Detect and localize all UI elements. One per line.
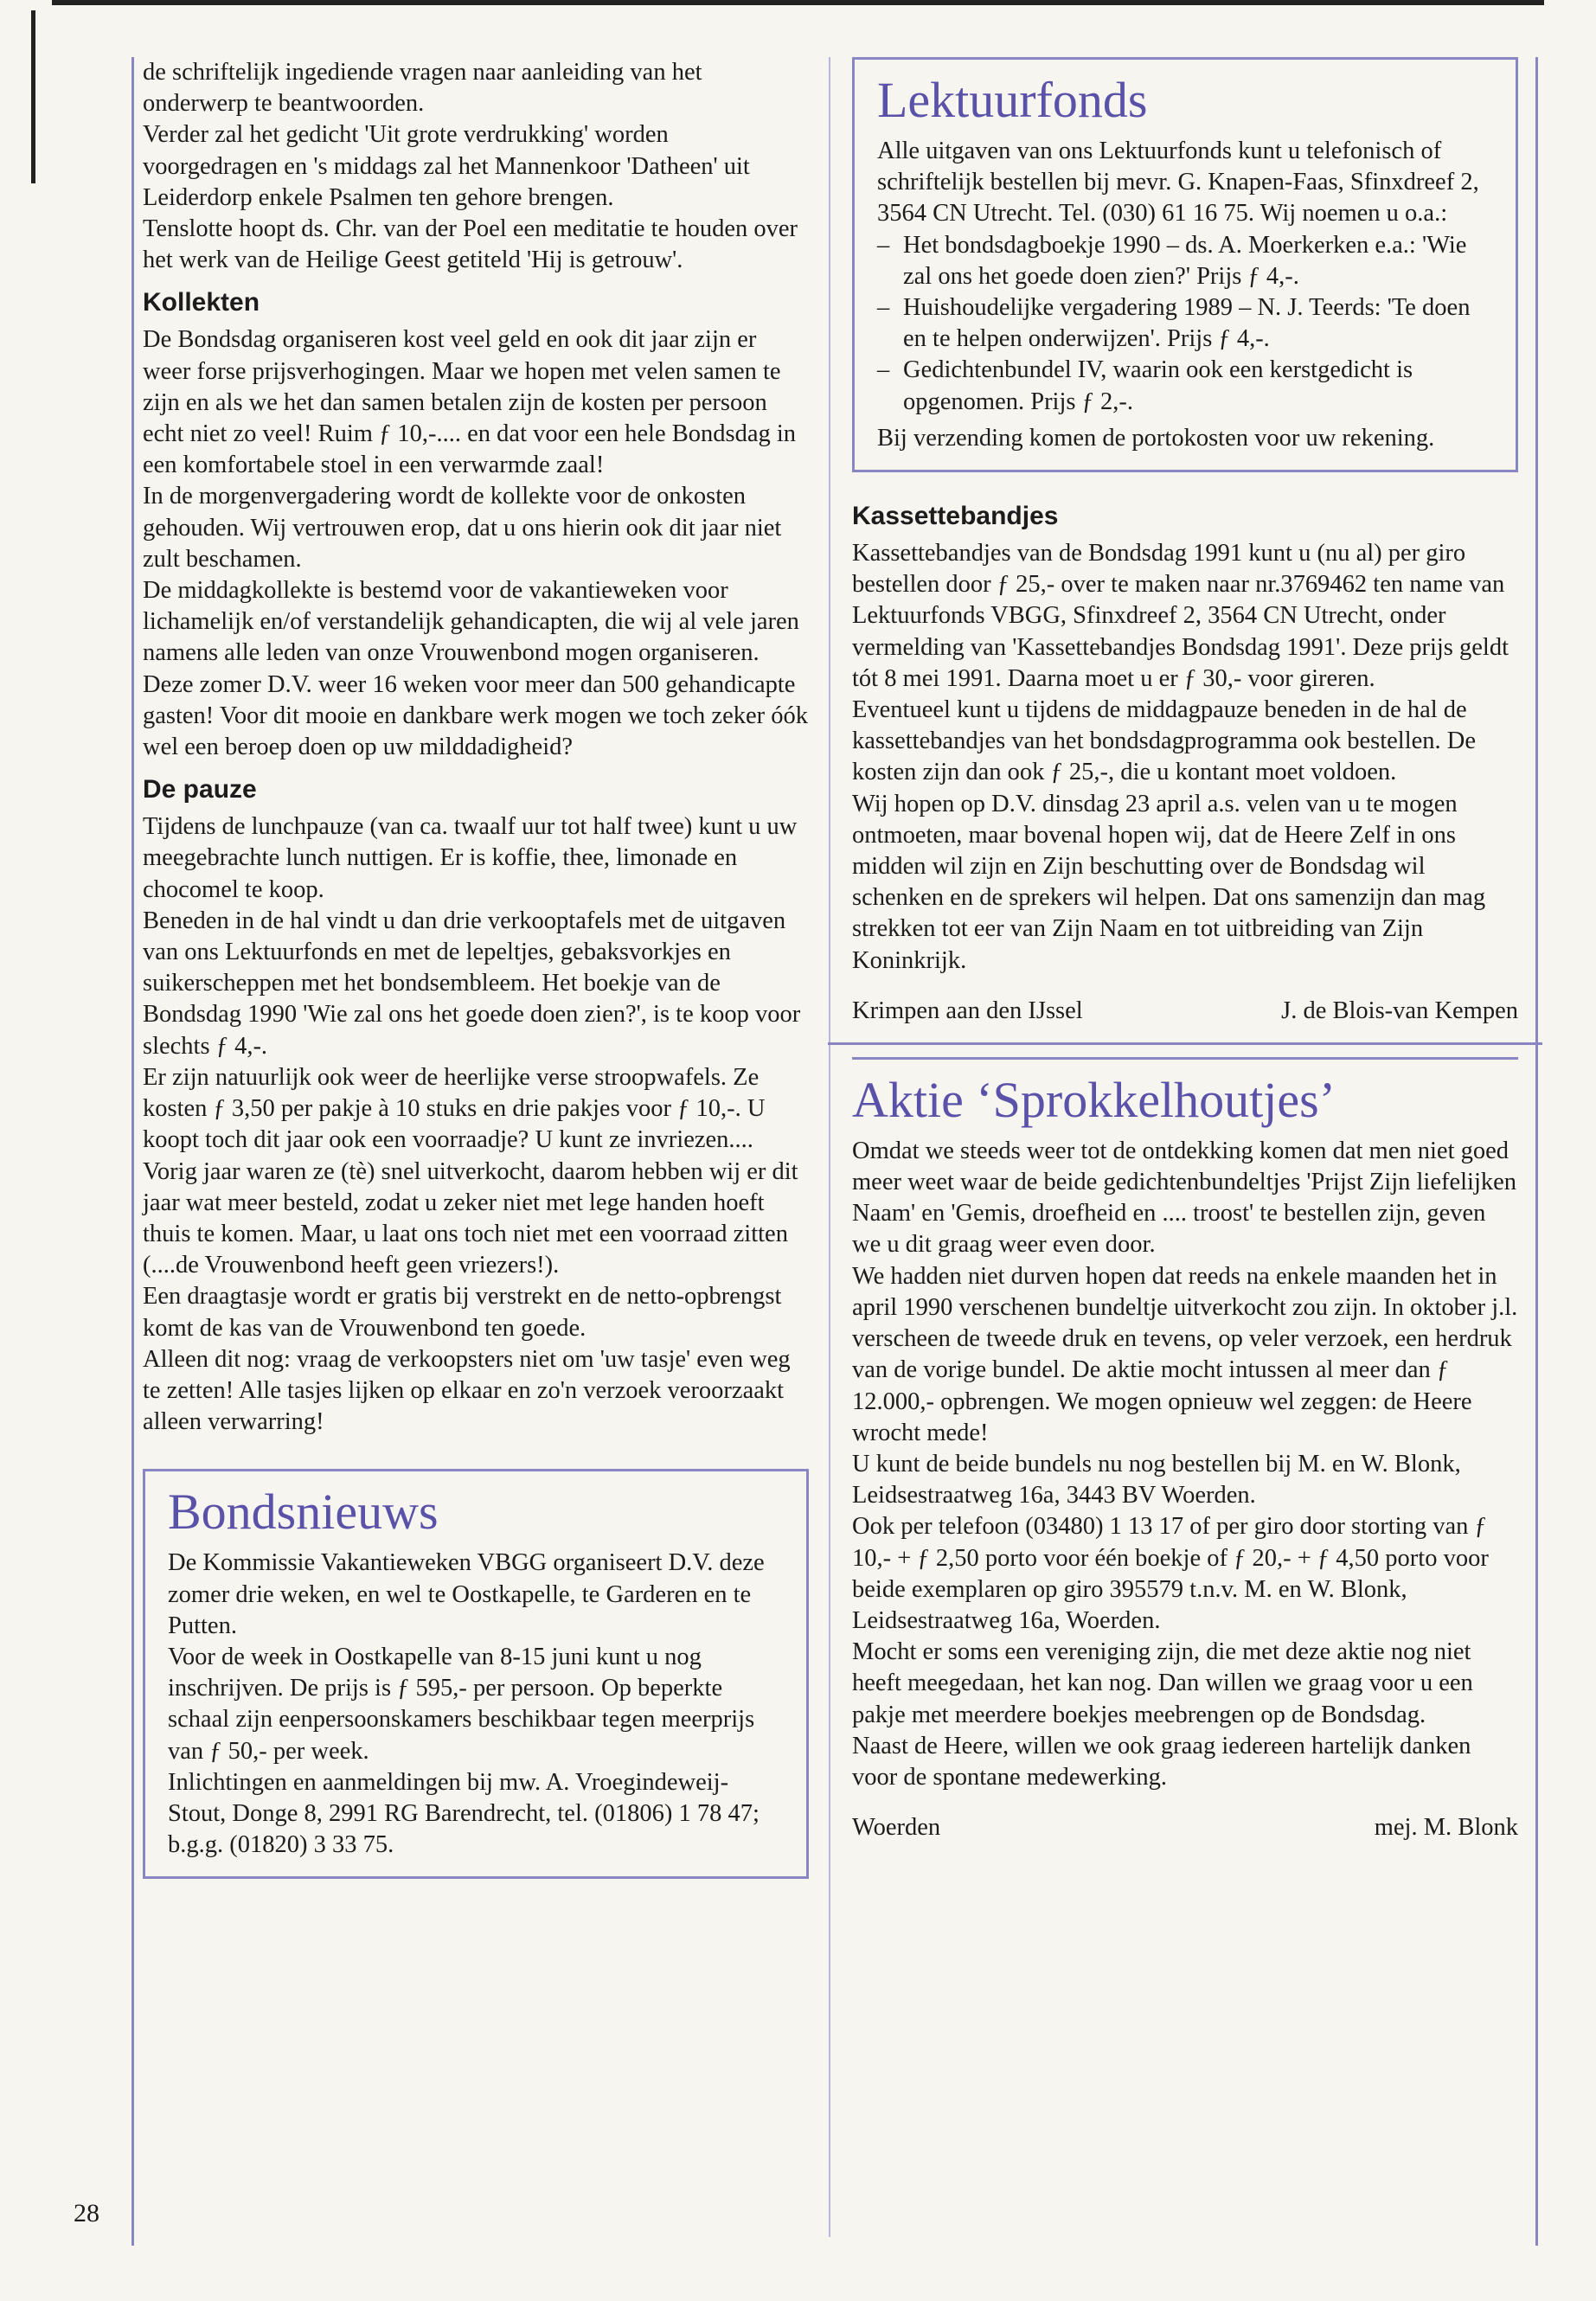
signature-author: J. de Blois-van Kempen [1281, 997, 1518, 1024]
signature-place: Woerden [852, 1814, 941, 1842]
pauze-paragraph: Tijdens de lunchpauze (van ca. twaalf uur tot half twee) kunt u uw meegebrachte lunch nuttigen. Er is koffie, thee, limonade en chocomel te koop. [143, 813, 798, 903]
list-item: – Het bondsdagboekje 1990 – ds. A. Moerkerken e.a.: 'Wie zal ons het goede doen zien?' Prijs ƒ 4,-. [877, 230, 1493, 292]
kassette-paragraph: Kassettebandjes van de Bondsdag 1991 kunt u (nu al) per giro bestellen door ƒ 25,- over te maken naar nr.3769462 ten name van Lektuurfonds VBGG, Sfinxdreef 2, 3564 CN Utrecht, onder vermelding van 'Kassettebandjes Bondsdag 1991'. Deze prijs geldt tót 8 mei 1991. Daarna moet u er ƒ 30,- voor gireren. [852, 540, 1509, 692]
pauze-paragraph: Beneden in de hal vindt u dan drie verkooptafels met de uitgaven van ons Lektuurfonds en met de lepeltjes, gebaksvorkjes en suikerscheppen met het bondsembleem. Het boekje van de Bondsdag 1990 'Wie zal ons het goede doen zien?', is te koop voor slechts ƒ 4,-. [143, 907, 801, 1060]
intro-paragraph: Tenslotte hoopt ds. Chr. van der Poel een meditatie te houden over het werk van de Heilige Geest getiteld 'Hij is getrouw'. [143, 215, 798, 274]
bondsnieuws-paragraph: Voor de week in Oostkapelle van 8-15 juni kunt u nog inschrijven. De prijs is ƒ 595,- per persoon. Op beperkte schaal zijn eenpersoonskamers beschikbaar tegen meerprijs van ƒ 50,- per week. [168, 1643, 755, 1765]
pauze-paragraph: Een draagtasje wordt er gratis bij verstrekt en de netto-opbrengst komt de kas van de Vrouwenbond ten goede. [143, 1283, 782, 1342]
pauze-paragraph: Alleen dit nog: vraag de verkoopsters niet om 'uw tasje' even weg te zetten! Alle tasjes lijken op elkaar en zo'n verzoek veroorzaakt alleen verwarring! [143, 1345, 791, 1436]
kassette-paragraph: Eventueel kunt u tijdens de middagpauze beneden in de hal de kassettebandjes van het bondsdagprogramma ook bestellen. De kosten zijn dan ook ƒ 25,-, die u kontant moet voldoen. [852, 696, 1477, 786]
kollekten-paragraph: Deze zomer D.V. weer 16 weken voor meer dan 500 gehandicapte gasten! Voor dit mooie en dankbare werk mogen we toch zeker óók wel een beroep doen op uw milddadigheid? [143, 670, 808, 761]
pauze-paragraph: Er zijn natuurlijk ook weer de heerlijke verse stroopwafels. Ze kosten ƒ 3,50 per pakje à 10 stuks en drie pakjes voor ƒ 10,-. U koopt toch dit jaar ook een voorraadje? U kunt ze invriezen.... Vorig jaar waren ze (tè) snel uitverkocht, daarom hebben wij er dit jaar wat meer besteld, zodat u zeker niet met lege handen hoeft thuis te komen. Maar, u laat ons toch niet met een voorraad zitten (....de Vrouwenbond heeft geen vriezers!). [143, 1063, 798, 1279]
aktie-paragraph: We hadden niet durven hopen dat reeds na enkele maanden het in april 1990 verschenen bundeltje uitverkocht zou zijn. In oktober j.l. verscheen de tweede druk en tevens, op veler verzoek, een herdruk van de vorige bundel. De aktie mocht intussen al meer dan ƒ 12.000,- opbrengen. We mogen opnieuw wel zeggen: de Heere wrocht mede! [852, 1262, 1518, 1446]
intro-paragraph: de schriftelijk ingediende vragen naar aanleiding van het onderwerp te beantwoorden. [143, 59, 702, 118]
left-margin-rule [131, 57, 134, 2246]
kollekten-heading: Kollekten [143, 288, 260, 317]
right-column [852, 57, 1518, 1859]
kollekten-paragraph: De middagkollekte is bestemd voor de vakantieweken voor lichamelijk en/of verstandelijk gehandicapten, die wij al vele jaren namens alle leden van onze Vrouwenbond mogen organiseren. [143, 577, 799, 667]
lektuurfonds-title: Lektuurfonds [877, 72, 1148, 128]
left-column [143, 57, 809, 1879]
bondsnieuws-paragraph: Inlichtingen en aanmeldingen bij mw. A. Vroegindeweij-Stout, Donge 8, 2991 RG Barendrecht, tel. (01806) 1 78 47; b.g.g. (01820) 3 33 75. [168, 1768, 760, 1859]
kassette-paragraph: Wij hopen op D.V. dinsdag 23 april a.s. velen van u te mogen ontmoeten, maar bovenal hopen wij, dat de Heere Zelf in ons midden wil zijn en Zijn beschutting over de Bondsdag wil schenken en de sprekers wil helpen. Dat ons samenzijn dan mag strekken tot eer van Zijn Naam en tot uitbreiding van Zijn Koninkrijk. [852, 790, 1486, 974]
kassette-heading: Kassettebandjes [852, 502, 1059, 531]
pauze-heading: De pauze [143, 775, 257, 804]
lektuurfonds-intro: Alle uitgaven van ons Lektuurfonds kunt u telefonisch of schriftelijk bestellen bij mevr. G. Knapen-Faas, Sfinxdreef 2, 3564 CN Utrecht. Tel. (030) 61 16 75. Wij noemen u o.a.: [877, 138, 1479, 228]
aktie-paragraph: Naast de Heere, willen we ook graag iedereen hartelijk danken voor de spontane medewerking. [852, 1732, 1471, 1791]
lektuurfonds-box [852, 57, 1518, 472]
lektuurfonds-outro: Bij verzending komen de portokosten voor uw rekening. [877, 424, 1435, 452]
page-top-rule [52, 0, 1544, 5]
signature-place: Krimpen aan den IJssel [852, 997, 1083, 1024]
aktie-box [852, 1057, 1518, 1859]
aktie-paragraph: U kunt de beide bundels nu nog bestellen bij M. en W. Blonk, Leidsestraatweg 16a, 3443 BV Woerden. [852, 1450, 1461, 1509]
right-margin-rule [1535, 57, 1538, 2246]
column-divider [829, 57, 830, 2237]
section-rule [828, 1042, 1542, 1045]
page-number: 28 [74, 2199, 99, 2227]
bondsnieuws-paragraph: De Kommissie Vakantieweken VBGG organiseert D.V. deze zomer drie weken, en wel te Oostkapelle, te Garderen en te Putten. [168, 1549, 765, 1639]
list-item: – Gedichtenbundel IV, waarin ook een kerstgedicht is opgenomen. Prijs ƒ 2,-. [877, 355, 1493, 417]
aktie-paragraph: Omdat we steeds weer tot de ontdekking komen dat men niet goed meer weet waar de beide gedichtenbundeltjes 'Prijst Zijn liefelijken Naam' en 'Gemis, droefheid en .... troost' te bestellen zijn, geven we u dit graag weer even door. [852, 1137, 1517, 1259]
aktie-title: Aktie ‘Sprokkelhoutjes’ [852, 1071, 1336, 1128]
bondsnieuws-title: Bondsnieuws [168, 1484, 439, 1541]
signature-author: mej. M. Blonk [1374, 1814, 1518, 1842]
kollekten-paragraph: In de morgenvergadering wordt de kollekte voor de onkosten gehouden. Wij vertrouwen erop, dat u ons hierin ook dit jaar niet zult beschamen. [143, 483, 782, 573]
page-left-rule [31, 10, 35, 183]
aktie-paragraph: Ook per telefoon (03480) 1 13 17 of per giro door storting van ƒ 10,- + ƒ 2,50 porto voor één boekje of ƒ 20,- + ƒ 4,50 porto voor beide exemplaren op giro 395579 t.n.v. M. en W. Blonk, Leidsestraatweg 16a, Woerden. [852, 1513, 1489, 1634]
aktie-signature [852, 1812, 1518, 1843]
bondsnieuws-box [143, 1469, 809, 1879]
kassette-signature [852, 996, 1518, 1027]
kollekten-paragraph: De Bondsdag organiseren kost veel geld en ook dit jaar zijn er weer forse prijsverhogingen. Maar we hopen met velen samen te zijn en als we het dan samen betalen zijn de kosten per persoon echt niet zo veel! Ruim ƒ 10,-.... en dat voor een hele Bondsdag in een komfortabele stoel in een verwarmde zaal! [143, 326, 797, 479]
aktie-paragraph: Mocht er soms een vereniging zijn, die met deze aktie nog niet heeft meegedaan, het kan nog. Dan willen we graag voor u een pakje met meerdere boekjes meebrengen op de Bondsdag. [852, 1638, 1473, 1728]
intro-paragraph: Verder zal het gedicht 'Uit grote verdrukking' worden voorgedragen en 's middags zal het Mannenkoor 'Datheen' uit Leiderdorp enkele Psalmen ten gehore brengen. [143, 121, 750, 211]
list-item: – Huishoudelijke vergadering 1989 – N. J. Teerds: 'Te doen en te helpen onderwijzen'. Prijs ƒ 4,-. [877, 292, 1493, 355]
lektuurfonds-list [877, 230, 1493, 418]
